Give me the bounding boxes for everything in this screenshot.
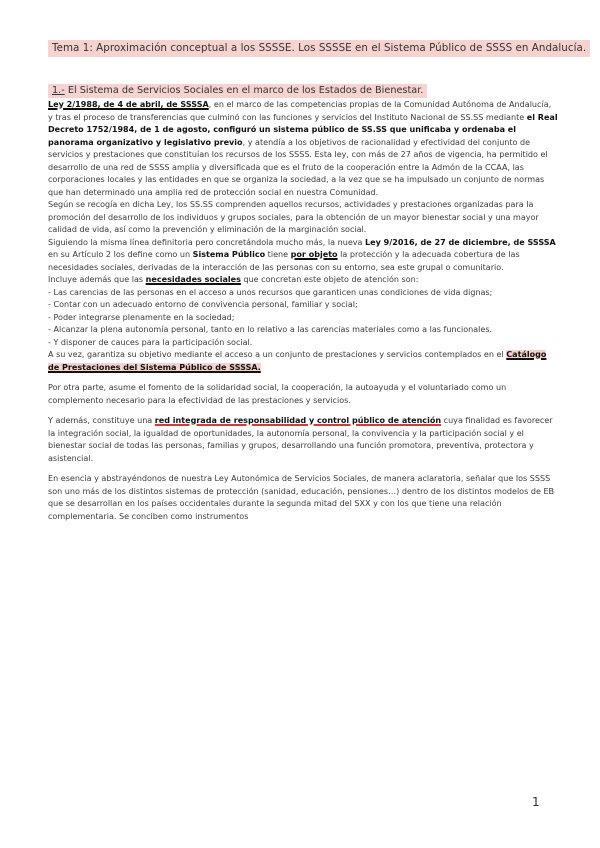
paragraph-3-text-c: tiene bbox=[265, 250, 291, 259]
red-integrada-term: red integrada de responsabilidad y control público de atención bbox=[154, 416, 442, 425]
paragraph-4-text-b: que concretan este objeto de atención son: bbox=[240, 275, 419, 284]
royal-decree: el Real Decreto 1752/1984, de 1 de agosto, configuró un sistema público de SS.SS que unificaba y ordenaba el panorama organizativo y legislativo previo bbox=[48, 112, 558, 147]
paragraph-4 bbox=[48, 274, 558, 287]
section-title: El Sistema de Servicios Sociales en el marco de los Estados de Bienestar. bbox=[67, 85, 424, 96]
list-item: - Contar con un adecuado entorno de convivencia personal, familiar y social; bbox=[48, 300, 358, 309]
paragraph-5 bbox=[48, 349, 558, 374]
document-title: Tema 1: Aproximación conceptual a los SSSSE. Los SSSSE en el Sistema Público de SSSS en Andalucía. bbox=[48, 40, 590, 57]
paragraph-7-text-b: cuya finalidad es favorecer la integración social, la igualdad de oportunidades, la autonomía personal, la convivencia y la participación social y el bienestar social de todas las personas, familias y grupos, desarrollando una función promotora, preventiva, protectora y asistencial. bbox=[48, 416, 553, 463]
paragraph-1-text-b: , y atendía a los objetivos de racionalidad y efectividad del conjunto de servicios y prestaciones que constituían los recursos de los SSSS. Esta ley, con más de 27 años de vigencia, ha permitido el desarrollo de una red de SSSS amplia y diversificada que es el fruto de la cooperación entre la Admón de la CCAA, las corporaciones locales y las entidades en que se organiza la sociedad, a la vez que se ha impulsado un conjunto de normas que han determinado una amplia red de protección social en nuestra Comunidad. bbox=[48, 137, 548, 197]
paragraph-5-text: A su vez, garantiza su objetivo mediante el acceso a un conjunto de prestaciones y servicios contemplados en el bbox=[48, 350, 507, 359]
paragraph-3-text-b: en su Artículo 2 los define como un bbox=[48, 250, 193, 259]
paragraph-3-text-d: la protección y la adecuada cobertura de las necesidades sociales, derivadas de la interacción de las personas con su entorno, sea este grupal o comunitario. bbox=[48, 250, 520, 272]
list-item: - Las carencias de las personas en el acceso a unos recursos que garanticen unas condiciones de vida dignas; bbox=[48, 287, 493, 297]
paragraph-7-text-a: Y además, constituye una bbox=[48, 416, 155, 425]
law-2-1988: Ley 2/1988, de 4 de abril, de SSSSA bbox=[48, 100, 209, 109]
paragraph-7 bbox=[48, 415, 558, 465]
law-9-2016: Ley 9/2016, de 27 de diciembre, de SSSSA bbox=[365, 237, 556, 247]
paragraph-3-text-a: Siguiendo la misma línea definitoria pero concretándola mucho más, la nueva bbox=[48, 237, 366, 247]
paragraph-1 bbox=[48, 99, 558, 199]
list-item: - Poder integrarse plenamente en la sociedad; bbox=[48, 312, 235, 322]
body-text bbox=[48, 99, 558, 523]
section-heading bbox=[48, 84, 427, 98]
list-item: - Alcanzar la plena autonomía personal, tanto en lo relativo a las carencias materiales como a las funcionales. bbox=[48, 325, 493, 334]
paragraph-6: Por otra parte, asume el fomento de la solidaridad social, la cooperación, la autoayuda y el voluntariado como un complemento necesario para la efectividad de las prestaciones y servicios. bbox=[48, 383, 507, 405]
paragraph-2: Según se recogía en dicha Ley, los SS.SS comprenden aquellos recursos, actividades y prestaciones organizadas para la promoción del desarrollo de los individuos y grupos sociales, para la obtención de un mayor bienestar social y una mayor calidad de vida, así como la prevención y eliminación de la marginación social. bbox=[48, 200, 539, 234]
necesidades-sociales-term: necesidades sociales bbox=[145, 275, 241, 284]
paragraph-8: En esencia y abstrayéndonos de nuestra Ley Autonómica de Servicios Sociales, de manera aclaratoria, señalar que los SSSS son uno más de los distintos sistemas de protección (sanidad, educación, pensiones…) dentro de los distintos modelos de EB que se desarrollan en los países occidentales durante la segunda mitad del SXX y con los que tiene una relación complementaria. Se conciben como instrumentos bbox=[48, 474, 555, 521]
por-objeto-term: por objeto bbox=[290, 250, 338, 259]
paragraph-3 bbox=[48, 237, 558, 275]
catalog-reference: Catálogo de Prestaciones del Sistema Público de SSSSA. bbox=[48, 350, 547, 372]
paragraph-1-text-a: , en el marco de las competencias propias de la Comunidad Autónoma de Andalucía, y tras el proceso de transferencias que culminó con las funciones y servicios del Instituto Nacional de SS.SS mediante bbox=[48, 100, 552, 122]
sistema-publico-term: Sistema Público bbox=[192, 250, 266, 259]
paragraph-4-text-a: Incluye además que las bbox=[48, 275, 146, 284]
section-number: 1.- bbox=[52, 85, 65, 96]
list-item: - Y disponer de cauces para la participación social. bbox=[48, 337, 253, 347]
page-number: 1 bbox=[532, 795, 540, 809]
